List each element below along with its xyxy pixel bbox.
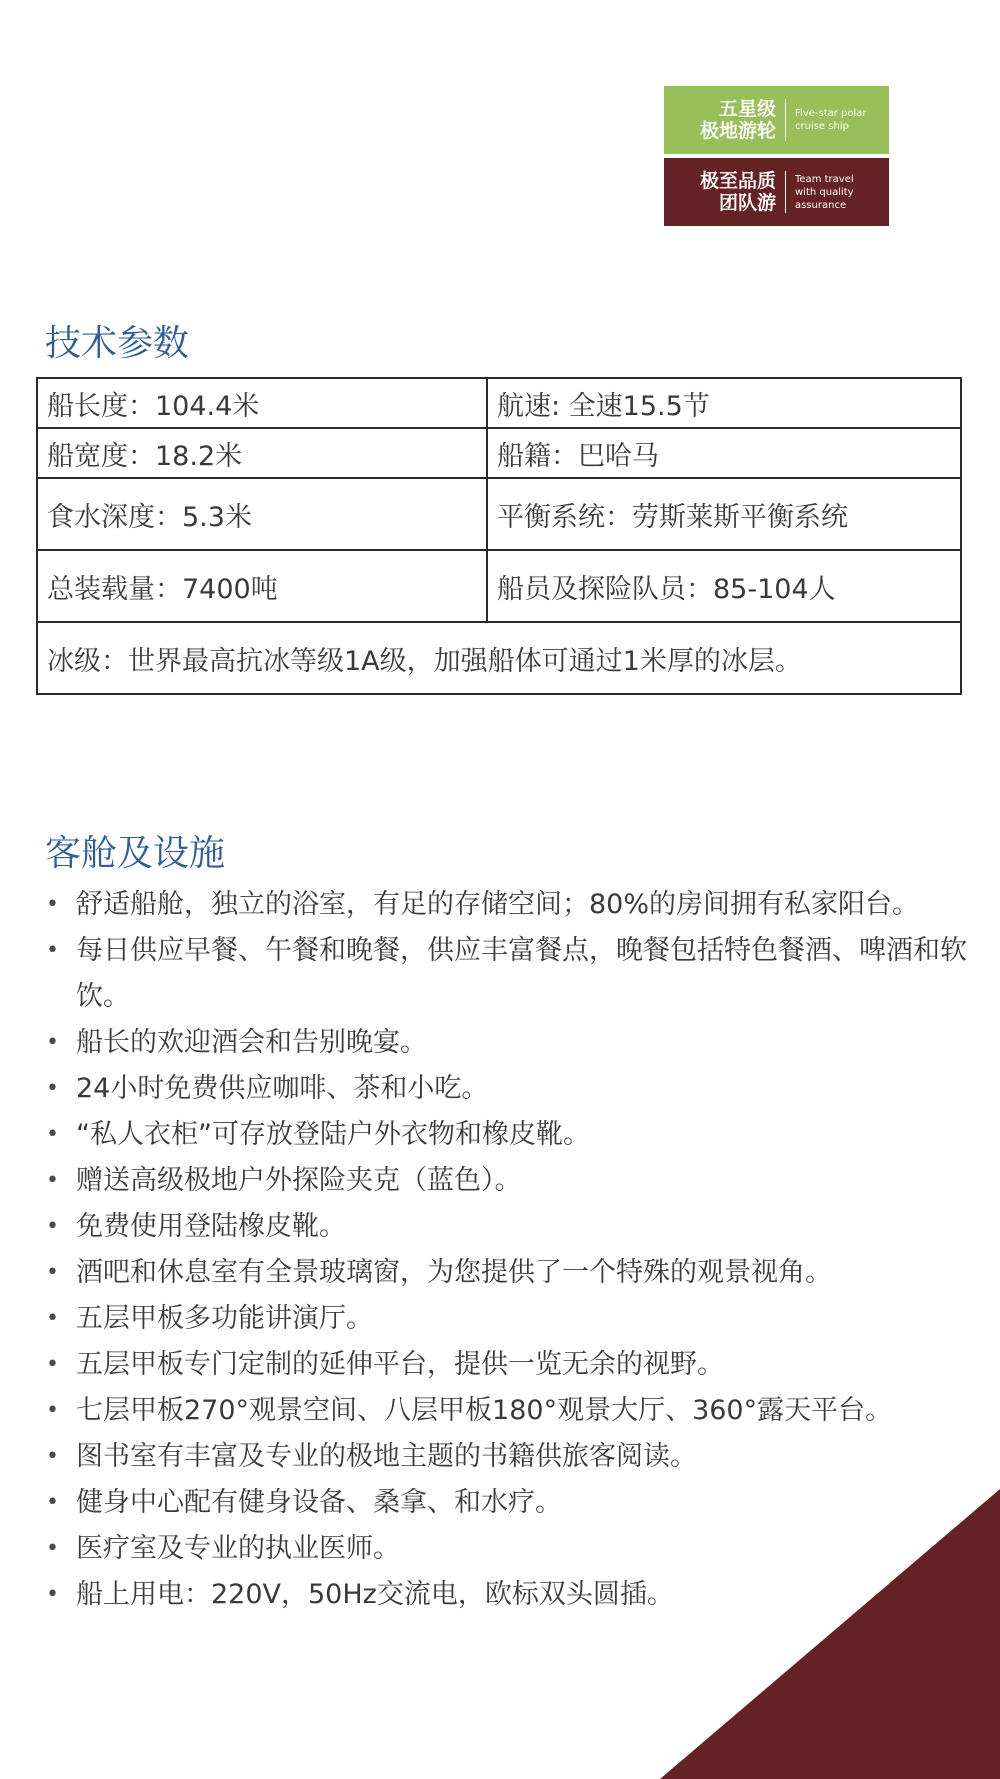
list-item [44,928,984,1020]
list-item-text: 每日供应早餐、午餐和晚餐，供应丰富餐点，晚餐包括特色餐酒、啤酒和软饮。 [76,935,967,1012]
badge-cn-text: 五星级 极地游轮 [699,98,776,142]
spec-cell: 平衡系统：劳斯莱斯平衡系统 [487,478,961,550]
bullet-icon: • [46,1582,59,1607]
list-item [44,1158,984,1204]
list-item-text: 船上用电：220V，50Hz交流电，欧标双头圆插。 [76,1579,674,1610]
list-item [44,1526,984,1572]
list-item-text: “私人衣柜”可存放登陆户外衣物和橡皮靴。 [76,1119,590,1150]
badge-divider [785,99,786,141]
bullet-icon: • [46,1076,59,1101]
list-item [44,1250,984,1296]
list-item [44,1342,984,1388]
ice-class-cell: 冰级：世界最高抗冰等级1A级，加强船体可通过1米厚的冰层。 [37,622,961,694]
badge-en-text: Team travel with quality assurance [795,173,854,211]
list-item [44,1388,984,1434]
list-item-text: 七层甲板270°观景空间、八层甲板180°观景大厅、360°露天平台。 [76,1395,893,1426]
list-item [44,1020,984,1066]
table-row [37,378,961,428]
list-item [44,882,984,928]
list-item [44,1066,984,1112]
list-item [44,1434,984,1480]
list-item [44,1480,984,1526]
list-item-text: 医疗室及专业的执业医师。 [76,1533,400,1564]
list-item-text: 五层甲板多功能讲演厅。 [76,1303,373,1334]
spec-cell: 航速: 全速15.5节 [487,378,961,428]
spec-cell: 船长度：104.4米 [37,378,487,428]
list-item-text: 免费使用登陆橡皮靴。 [76,1211,346,1242]
table-row [37,428,961,478]
badge-en-text: Five-star polar cruise ship [795,108,867,132]
bullet-icon: • [46,1490,59,1515]
bullet-icon: • [46,1306,59,1331]
list-item [44,1296,984,1342]
tech-specs-title: 技术参数 [45,323,190,364]
bullet-icon: • [46,1214,59,1239]
five-star-cruise-badge [664,86,889,154]
bullet-icon: • [46,1030,59,1055]
list-item [44,1572,984,1618]
bullet-icon: • [46,1352,59,1377]
badge-group [664,86,889,226]
list-item-text: 舒适船舱，独立的浴室，有足的存储空间；80%的房间拥有私家阳台。 [76,889,920,920]
table-row [37,478,961,550]
bullet-icon: • [46,1122,59,1147]
list-item-text: 图书室有丰富及专业的极地主题的书籍供旅客阅读。 [76,1441,697,1472]
facilities-title: 客舱及设施 [45,833,226,874]
bullet-icon: • [46,1260,59,1285]
spec-cell: 总装载量：7400吨 [37,550,487,622]
facilities-list [44,882,984,1618]
spec-cell: 食水深度：5.3米 [37,478,487,550]
bullet-icon: • [46,1398,59,1423]
list-item [44,1204,984,1250]
bullet-icon: • [46,892,59,917]
table-row [37,622,961,694]
quality-team-travel-badge [664,158,889,226]
spec-cell: 船宽度：18.2米 [37,428,487,478]
list-item-text: 五层甲板专门定制的延伸平台，提供一览无余的视野。 [76,1349,724,1380]
list-item-text: 酒吧和休息室有全景玻璃窗，为您提供了一个特殊的观景视角。 [76,1257,832,1288]
badge-cn-text: 极至品质 团队游 [699,170,776,214]
spec-cell: 船员及探险队员：85-104人 [487,550,961,622]
list-item-text: 健身中心配有健身设备、桑拿、和水疗。 [76,1487,562,1518]
list-item-text: 船长的欢迎酒会和告别晚宴。 [76,1027,427,1058]
bullet-icon: • [46,938,59,963]
spec-cell: 船籍：巴哈马 [487,428,961,478]
bullet-icon: • [46,1444,59,1469]
tech-specs-table [36,377,962,695]
badge-divider [785,171,786,213]
table-row [37,550,961,622]
list-item-text: 24小时免费供应咖啡、茶和小吃。 [76,1073,489,1104]
list-item-text: 赠送高级极地户外探险夹克（蓝色）。 [76,1165,522,1196]
bullet-icon: • [46,1168,59,1193]
list-item [44,1112,984,1158]
bullet-icon: • [46,1536,59,1561]
